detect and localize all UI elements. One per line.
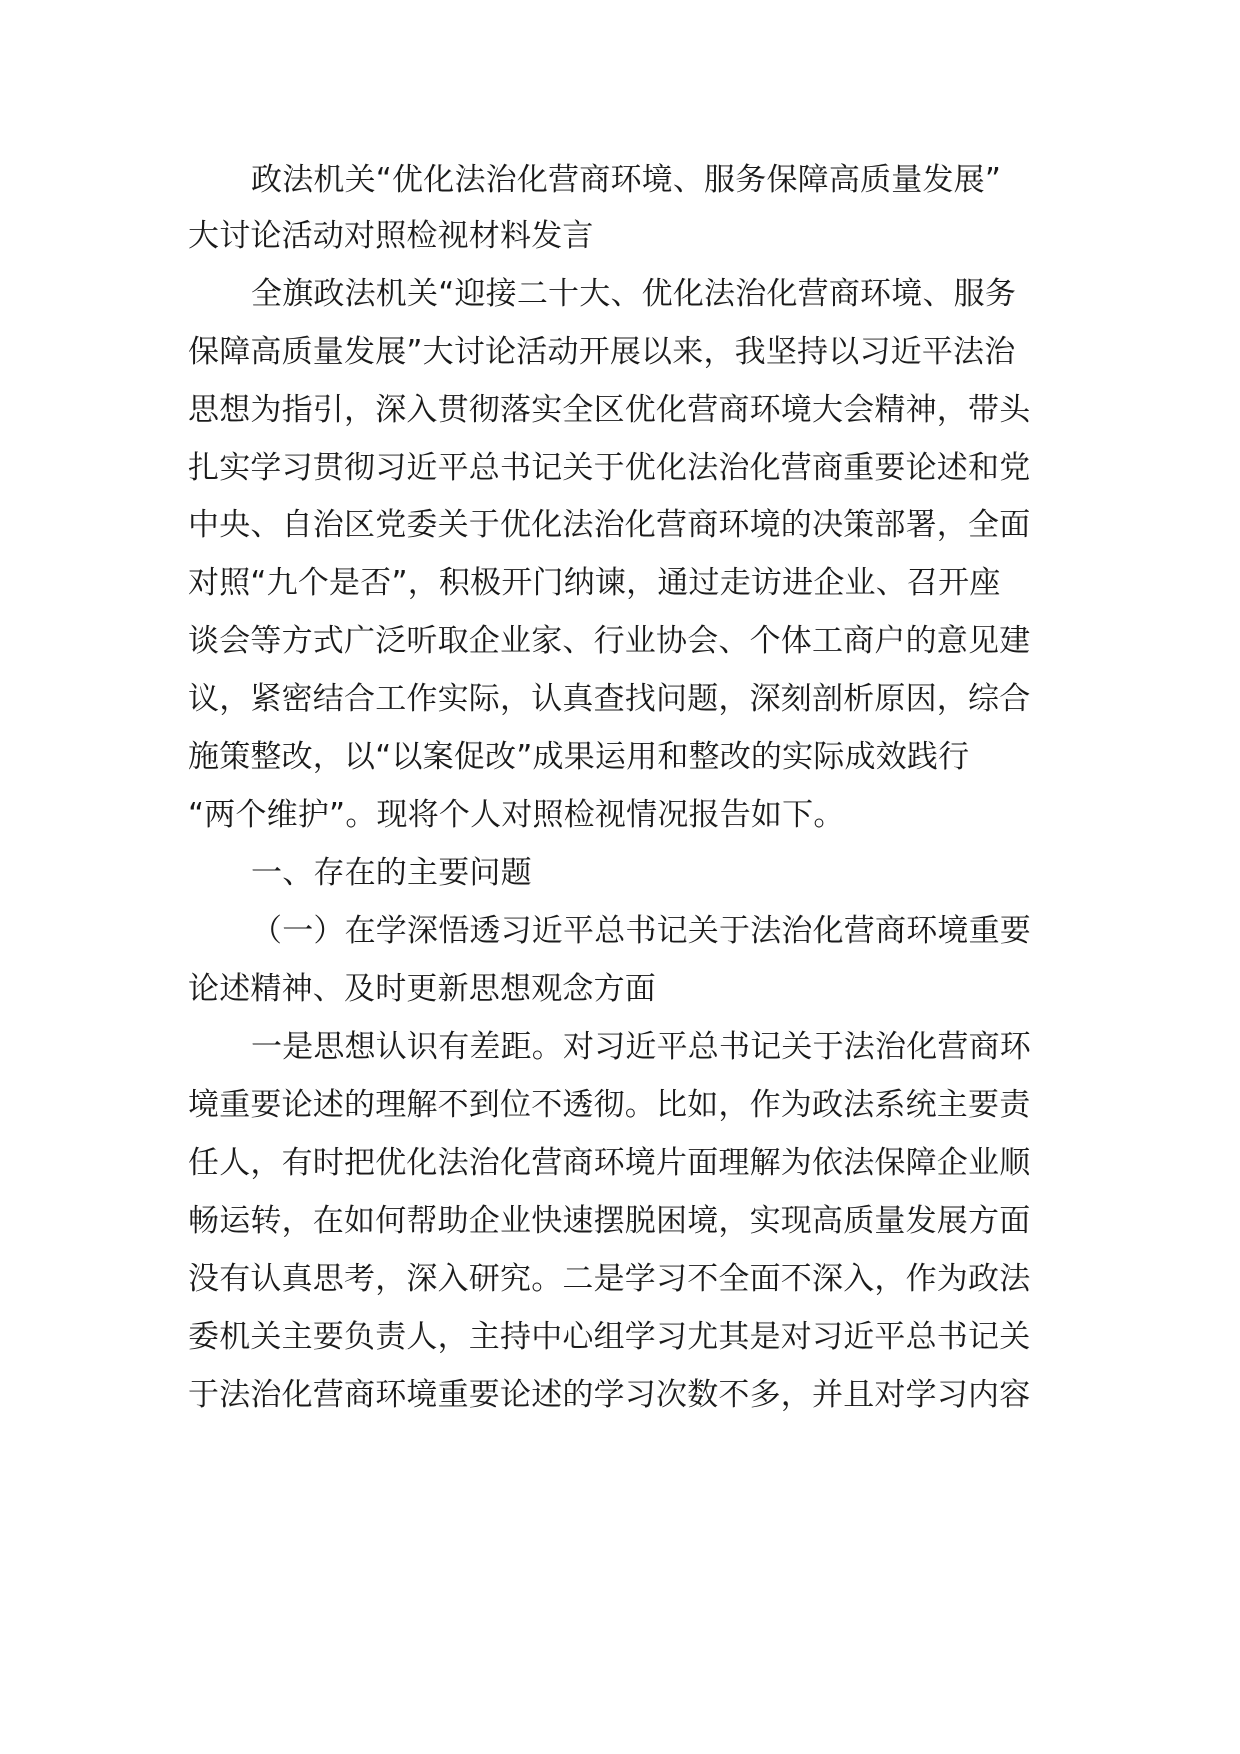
paragraph-line: 境重要论述的理解不到位不透彻。比如，作为政法系统主要责 [188, 1087, 1031, 1123]
paragraph-line: 委机关主要负责人，主持中心组学习尤其是对习近平总书记关 [188, 1319, 1031, 1355]
paragraph-line: 全旗政法机关“迎接二十大、优化法治化营商环境、服务 [251, 276, 1017, 312]
paragraph-line: 于法治化营商环境重要论述的学习次数不多，并且对学习内容 [188, 1377, 1031, 1413]
paragraph-line: 议，紧密结合工作实际，认真查找问题，深刻剖析原因，综合 [188, 681, 1031, 717]
document-title-line-1: 政法机关“优化法治化营商环境、服务保障高质量发展” [251, 162, 1002, 198]
paragraph-line: 施策整改，以“以案促改”成果运用和整改的实际成效践行 [188, 739, 970, 775]
paragraph-line: 对照“九个是否”，积极开门纳谏，通过走访进企业、召开座 [188, 565, 1001, 601]
document-title-line-2: 大讨论活动对照检视材料发言 [188, 218, 594, 254]
paragraph-line: 畅运转，在如何帮助企业快速摆脱困境，实现高质量发展方面 [188, 1203, 1031, 1239]
paragraph-line: 没有认真思考，深入研究。二是学习不全面不深入，作为政法 [188, 1261, 1031, 1297]
paragraph-line: 扎实学习贯彻习近平总书记关于优化法治化营商重要论述和党 [188, 450, 1031, 486]
paragraph-line: 一是思想认识有差距。对习近平总书记关于法治化营商环 [251, 1029, 1031, 1065]
subsection-heading-line-2: 论述精神、及时更新思想观念方面 [188, 971, 656, 1007]
section-heading: 一、存在的主要问题 [251, 855, 532, 891]
subsection-heading-line-1: （一）在学深悟透习近平总书记关于法治化营商环境重要 [251, 913, 1031, 949]
paragraph-line: “两个维护”。现将个人对照检视情况报告如下。 [188, 797, 845, 833]
paragraph-line: 保障高质量发展”大讨论活动开展以来，我坚持以习近平法治 [188, 334, 1016, 370]
paragraph-line: 思想为指引，深入贯彻落实全区优化营商环境大会精神，带头 [188, 392, 1031, 428]
paragraph-line: 中央、自治区党委关于优化法治化营商环境的决策部署，全面 [188, 507, 1031, 543]
paragraph-line: 任人，有时把优化法治化营商环境片面理解为依法保障企业顺 [188, 1145, 1031, 1181]
paragraph-line: 谈会等方式广泛听取企业家、行业协会、个体工商户的意见建 [188, 623, 1031, 659]
